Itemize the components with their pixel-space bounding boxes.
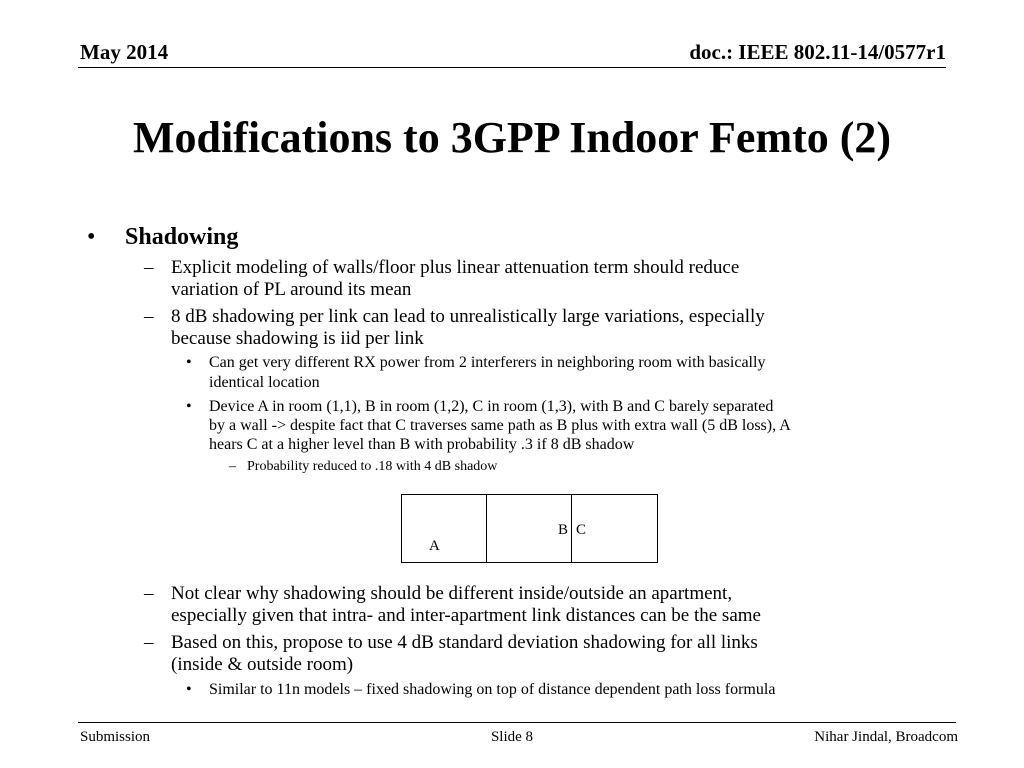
sub-bullet-text: because shadowing is iid per link xyxy=(171,328,424,349)
sub-sub-bullet-text: Similar to 11n models – fixed shadowing on top of distance dependent path loss formula xyxy=(209,681,776,698)
header-doc-id: doc.: IEEE 802.11-14/0577r1 xyxy=(689,40,946,64)
device-a-label: A xyxy=(429,538,440,554)
sub-sub-bullet-marker: • xyxy=(186,681,192,698)
sub-bullet-text: Explicit modeling of walls/floor plus linear attenuation term should reduce xyxy=(171,257,740,278)
footer-author: Nihar Jindal, Broadcom xyxy=(814,729,958,745)
device-c-label: C xyxy=(576,522,587,538)
sub-sub-bullet-marker: • xyxy=(186,398,192,415)
slide-title: Modifications to 3GPP Indoor Femto (2) xyxy=(132,113,892,162)
footer-divider xyxy=(78,722,956,723)
header-date: May 2014 xyxy=(80,40,169,64)
bullet-marker: • xyxy=(87,224,96,250)
sub-sub-bullet-text: hears C at a higher level than B with probability .3 if 8 dB shadow xyxy=(209,436,635,453)
sub-bullet-text: 8 dB shadowing per link can lead to unrealistically large variations, especially xyxy=(171,306,765,327)
sub-bullet-marker: – xyxy=(144,257,154,278)
sub-sub-bullet-text: Can get very different RX power from 2 interferers in neighboring room with basically xyxy=(209,354,766,371)
sub-sub-bullet-text: by a wall -> despite fact that C traverses same path as B plus with extra wall (5 dB loss), A xyxy=(209,417,791,434)
sub-sub-bullet-text: identical location xyxy=(209,374,320,391)
sub-bullet-text: variation of PL around its mean xyxy=(171,279,412,300)
sub-bullet-text: Based on this, propose to use 4 dB standard deviation shadowing for all links xyxy=(171,632,758,653)
room-1-1 xyxy=(401,494,487,563)
footer-slide-number: Slide 8 xyxy=(490,729,534,745)
sub-sub-bullet-text: Device A in room (1,1), B in room (1,2), C in room (1,3), with B and C barely separated xyxy=(209,398,774,415)
footer-submission: Submission xyxy=(80,729,151,745)
sub-bullet-text: (inside & outside room) xyxy=(171,654,354,675)
bullet-shadowing: Shadowing xyxy=(125,224,239,250)
room-diagram xyxy=(401,494,659,563)
sub-bullet-marker: – xyxy=(144,583,154,604)
sub-bullet-text: Not clear why shadowing should be different inside/outside an apartment, xyxy=(171,583,733,604)
level4-bullet-marker: – xyxy=(229,459,236,474)
level4-bullet-text: Probability reduced to .18 with 4 dB shadow xyxy=(247,459,498,474)
device-b-label: B xyxy=(558,522,569,538)
sub-bullet-marker: – xyxy=(144,632,154,653)
sub-sub-bullet-marker: • xyxy=(186,354,192,371)
sub-bullet-text: especially given that intra- and inter-apartment link distances can be the same xyxy=(171,605,761,626)
sub-bullet-marker: – xyxy=(144,306,154,327)
header-divider xyxy=(78,67,946,68)
